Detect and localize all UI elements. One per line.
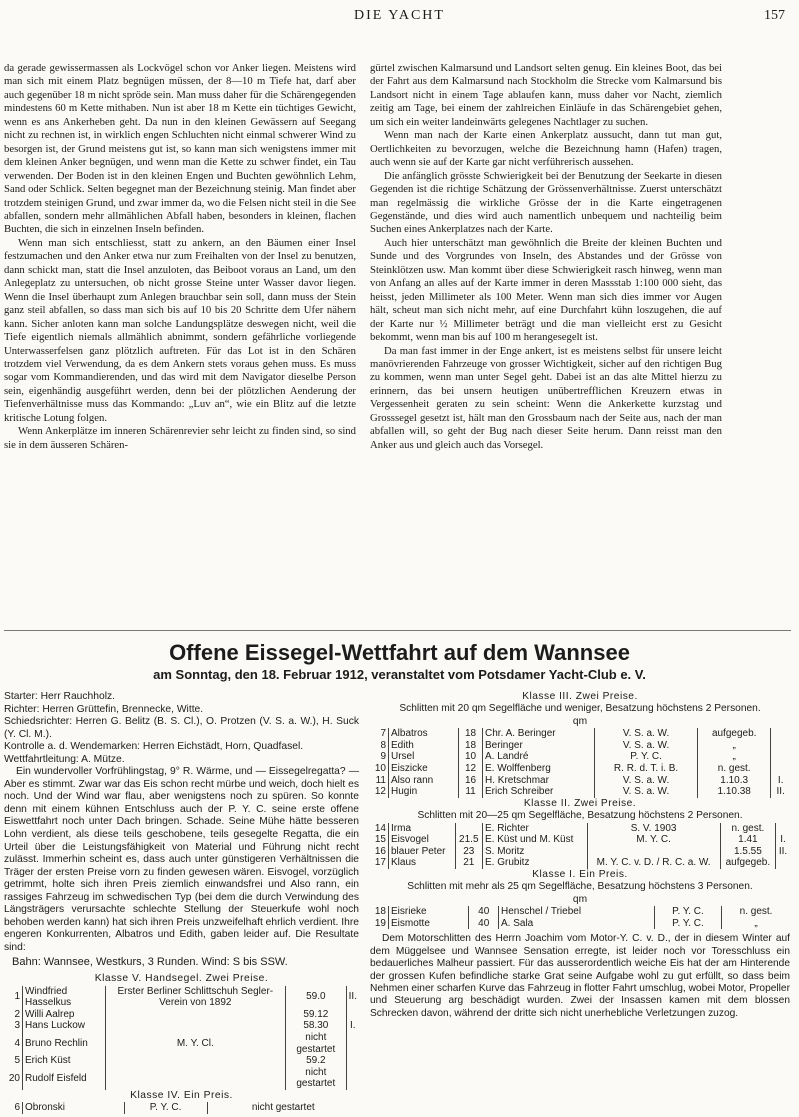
class-heading: Klasse I. Ein Preis.: [532, 868, 628, 880]
class-heading: Klasse V. Handsegel. Zwei Preise.: [94, 973, 269, 985]
class-info: Schlitten mit mehr als 25 qm Segelfläche, Besatzung höchstens 3 Personen.: [407, 881, 753, 893]
table-row: 11 Also rann 16 H. Kretschmar V. S. a. W. 1.10.3 I.: [370, 775, 790, 787]
class-info: Schlitten mit 20 qm Segelfläche und weniger, Besatzung höchstens 2 Personen.: [399, 703, 761, 715]
article-subtitle: am Sonntag, den 18. Februar 1912, veranstaltet vom Potsdamer Yacht-Club e. V.: [153, 667, 646, 682]
table-row: 20 Rudolf Eisfeld nicht gestartet: [4, 1067, 359, 1090]
paragraph: Die anfänglich grösste Schwierigkeit bei der Benutzung der Seekarte in diesen Gegenden ist die richtige Schätzung der Grössenverhältnisse. Zuerst unterschätzt man regelmässig die wirkliche Grösse der in die Karte eingetragenen Gegenstände, und dies wird auch namentlich unbequem und nachteilig beim Suchen eines Ankerplatzes nach der Karte.: [370, 169, 722, 236]
class-heading: Klasse III. Zwei Preise.: [522, 691, 638, 702]
running-header-title: DIE YACHT: [354, 8, 445, 23]
class-info: Schlitten mit 20—25 qm Segelfläche, Besatzung höchstens 2 Personen.: [417, 810, 743, 822]
results-table-class-i: [370, 906, 790, 929]
article-column-left: [4, 62, 356, 452]
table-row: 16 blauer Peter 23 S. Moritz 1.5.55 II.: [370, 846, 790, 858]
table-row: 8 Edith 18 Beringer V. S. a. W. „: [370, 740, 790, 752]
table-row: 10 Eiszicke 12 E. Wolffenberg R. R. d. T. i. B. n. gest.: [370, 763, 790, 775]
page-number: 157: [764, 8, 785, 23]
officials-line: Richter: Herren Grüttefin, Brennecke, Witte.: [4, 703, 204, 715]
table-row: 2 Willi Aalrep 59.12: [4, 1009, 359, 1021]
table-row: 1 Windfried Hasselkus Erster Berliner Schlittschuh Segler-Verein von 1892 59.0 II.: [4, 986, 359, 1009]
table-row: 14 Irma E. Richter S. V. 1903 n. gest.: [370, 823, 790, 835]
table-row: 5 Erich Küst 59.2: [4, 1055, 359, 1067]
table-row: 7 Albatros 18 Chr. A. Beringer V. S. a. W. aufgegeb.: [370, 728, 790, 740]
results-table-class-iv: [4, 1102, 359, 1114]
table-row: 3 Hans Luckow 58.30 I.: [4, 1020, 359, 1032]
paragraph: Auch hier unterschätzt man gewöhnlich die Breite der kleinen Buchten und Sunde und des Vorgrundes von Inseln, des Abstandes und der Grösse von Steinklötzen usw. Man kommt über diese Schwierigkeit rasch hinweg, wenn man von Anfang an alles auf der Karte immer in deren Massstab 1:100 000 sieht, das heisst, jeden Millimeter als 100 Meter. Wenn man sich dies immer vor Augen hält, scheut man sich nicht mehr, auf eine Durchfahrt kühn loszugehen, die auf der Karte nur ½ Millimeter beträgt und die man vielleicht erst zu Gesicht bekommt, wenn man bis auf 100 m herangesegelt ist.: [370, 236, 722, 344]
class-heading: Klasse IV. Ein Preis.: [130, 1089, 233, 1101]
report-paragraph: Ein wundervoller Vorfrühlingstag, 9° R. Wärme, und — Eissegelregatta? — Aber es stimmt. Zwar war das Eis schon recht mürbe und weich, doch hielt es noch. Und der Wind war flau, aber wenigstens noch zu spüren. So konnte denn mit einem kühnen Entschluss auch der P. Y. C. seine erste offene Eiswettfahrt noch unter Dach bringen. Schade. Seine Mühe hätte besseren Lohn verdient, als diese teils geschobene, teils gesegelte Regatta, die ein Urteil über die Leistungsfähigkeit von Material und Führung nicht recht zulässt. Immerhin scheint es, dass auch unter günstigeren Verhältnissen die Träger der ersten Preise vorn zu finden gewesen wären. Eisvogel, vorzüglich getrimmt, holte sich ihren Preis ziemlich einwandsfrei und Also rann, ein rassiges Fahrzeug im schwedischen Typ (bei dem die durch Verwindung des Längsträgers verursachte schlechte Stellung der Steuerkufe wohl noch behoben werden kann) hat sich ihren Preis unzweifelhaft ehrlich verdient. Ihre engeren Konkurrenten, Albatros und Edith, gaben leider auf. Die Resultate sind:: [4, 766, 359, 953]
unit-label: qm: [572, 893, 588, 905]
paragraph: Da man fast immer in der Enge ankert, ist es meistens selbst für unsere leicht manövrierenden Fahrzeuge von grosser Wichtigkeit, sicher auf den richtigen Bug zu kommen, wenn man unter Segel geht. Dabei ist an das alte Mittel hierzu zu erinnern, das bei unsern heutigen unübertrefflichen Kreuzern etwas in Vergessenheit geraten zu sein scheint: Wenn die Ankerkette kurzstag und Grosssegel gesetzt ist, hält man den Grossbaum nach der Seite aus, nach der man abfallen will, so geht der Bug nach dieser Seite herum. Dann reisst man den Anker aus und gleich auch das Vorsegel.: [370, 344, 722, 451]
paragraph: gürtel zwischen Kalmarsund und Landsort selten genug. Ein kleines Boot, das bei der Fahrt aus dem Kalmarsund nach Stockholm die Strecke vom Kalmarsund bis Landsort nicht in einem Tage ablaufen kann, muss daher vor Nacht, ziemlich zeitig am Tage, bei einem der zahlreichen Einläufe in das Schärengebiet gehen, um sich ein weiter landeinwärts gelegenes Nachtlager zu suchen.: [370, 62, 722, 128]
results-table-class-iii: [370, 728, 790, 798]
article-column-right: [370, 62, 722, 452]
regatta-report-column: [4, 691, 359, 1114]
article-title: Offene Eissegel-Wettfahrt auf dem Wannsee: [169, 640, 630, 665]
paragraph: Wenn man sich entschliesst, statt zu ankern, an den Bäumen einer Insel festzumachen und den Anker etwa nur zum Freihalten von der Insel zu benutzen, dann schickt man, statt die Insel anzuloten, das Beiboot voraus an Land, um den Anlegeplatz zu untersuchen, ob nicht grosse Steine unter Wasser davor liegen. Wenn die Insel überhaupt zum Anlegen brauchbar sein soll, dann muss der Stein ganz steil abfallen, so dass man sich bis auf 10 bis 20 Schritte dem Ufer nähern kann. Sicher anloten kann man solche Landungsplätze deswegen nicht, weil die Tiefe eigentlich niemals allmählich abnimmt, sondern gefährliche vorliegende Unterwasserfelsen ganz plötzlich auftreten. Für das Lot ist in den Schären trotzdem viel Verwendung, da es dem Ankern stets voraus gehen muss. Es muss sogar vom Kommandierenden, und das wird mit dem Navigator dieselbe Person sein, eigenhändig ausgeführt werden, denn bei der plötzlichen Aenderung der Tiefenverhältnisse muss das Kommando: „Luv an“, wie ein Blitz auf die letzte kritische Lotung folgen.: [4, 236, 356, 424]
officials-line: Wettfahrtleitung: A. Mütze.: [4, 753, 125, 765]
table-row: 4 Bruno Rechlin M. Y. Cl. nicht gestartet: [4, 1032, 359, 1055]
officials-line: Kontrolle a. d. Wendemarken: Herren Eichstädt, Horn, Quadfasel.: [4, 741, 304, 753]
table-row: 19 Eismotte 40 A. Sala P. Y. C. „: [370, 918, 790, 930]
table-row: 18 Eisrieke 40 Henschel / Triebel P. Y. C. n. gest.: [370, 906, 790, 918]
paragraph: Wenn man nach der Karte einen Ankerplatz aussucht, dann tut man gut, Oertlichkeiten zu bevorzugen, welche die Bezeichnung hamn (Hafen) tragen, auch wenn sie auf der Karte gar nicht verführerisch aussehen.: [370, 129, 722, 169]
officials-line: Starter: Herr Rauchholz.: [4, 691, 116, 702]
results-table-class-v: [4, 986, 359, 1090]
course-line: Bahn: Wannsee, Westkurs, 3 Runden. Wind: S bis SSW.: [12, 956, 288, 969]
regatta-results-column: [370, 691, 790, 1020]
unit-label: qm: [572, 715, 588, 727]
closing-paragraph: Dem Motorschlitten des Herrn Joachim vom Motor-Y. C. v. D., der in diesem Winter auf dem Müggelsee und Wannsee Sensation erregte, ist leider noch vor Toresschluss ein bedauerliches Malheur passiert. Für das ausserordentlich weiche Eis hat der am Hinterende der grossen Kufen befindliche starke Grat seine Aufgabe wohl zu gut erfüllt, so dass beim Nehmen einer scharfen Kurve das Fahrzeug in flotter Fahrt umschlug, wobei Motor, Propeller und Steuerung arg beschädigt wurden. Zwei der Insassen kamen mit dem blossen Schrecken davon, während der dritte sich nicht unerhebliche Verletzungen zuzog.: [370, 933, 790, 1019]
table-row: 6 Obronski P. Y. C. nicht gestartet: [4, 1102, 359, 1114]
paragraph: da gerade gewissermassen als Lockvögel schon vor Anker liegen. Meistens wird man sich mit einem Platz begnügen müssen, der 8—10 m Tiefe hat, darf aber auch gegenüber 18 m nicht spröde sein. Man muss daher für die Schärengegenden mindestens 60 m Kette mithaben. Nun ist aber 18 m Kette ein tüchtiges Gewicht, wenn es ans Ankerheben geht. Da nun in den kleinen Gewässern auf Seegang nicht zu rechnen ist, in wirklich engen Schluchten nicht einmal schwerer Wind zu besorgen ist, der Grund meistens gut ist, so kann man sich wenigstens immer mit dem kleinen Anker begnügen, und wenn man die Kette zu schwer findet, ein Tau verwenden. Der Boden ist in den kleinen Engen und Buchten gewöhnlich Lehm, Sand oder Schlick. Selten begegnet man der Bezeichnung steinig. Man findet aber trotzdem steinigen Grund, und zwar immer da, wo die Felsen nicht steil in die See abfallen, sondern mehr allmählichen Abfall haben, besonders in kleinen, flachen Buchten, die sich in einzelnen Inseln befinden.: [4, 62, 356, 236]
table-row: 12 Hugin 11 Erich Schreiber V. S. a. W. 1.10.38 II.: [370, 786, 790, 798]
table-row: 17 Klaus 21 E. Grubitz M. Y. C. v. D. / R. C. a. W. aufgegeb.: [370, 857, 790, 869]
paragraph: Wenn Ankerplätze im inneren Schärenrevier sehr leicht zu finden sind, so sind sie in dem äusseren Schären-: [4, 425, 356, 451]
section-divider: [4, 630, 791, 631]
table-row: 9 Ursel 10 A. Landré P. Y. C. „: [370, 751, 790, 763]
officials-line: Schiedsrichter: Herren G. Belitz (B. S. Cl.), O. Protzen (V. S. a. W.), H. Suck (Y. Cl. M.).: [4, 716, 359, 740]
class-heading: Klasse II. Zwei Preise.: [523, 797, 637, 809]
table-row: 15 Eisvogel 21.5 E. Küst und M. Küst M. Y. C. 1.41 I.: [370, 834, 790, 846]
results-table-class-ii: [370, 823, 790, 869]
